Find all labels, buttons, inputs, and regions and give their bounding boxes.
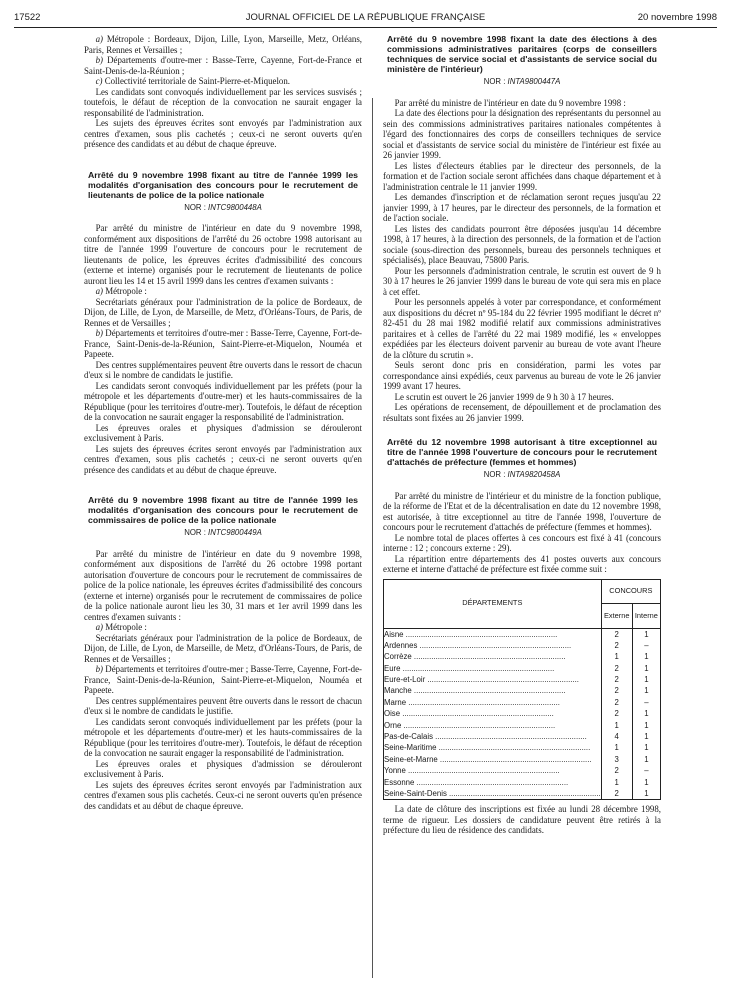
table-cell-dept: Seine-Saint-Denis ..... <box>384 788 601 799</box>
table-cell-dept: Manche ..... <box>384 685 601 696</box>
list-item: c) Collectivité territoriale de Saint-Pierre-et-Miquelon. <box>95 76 291 86</box>
nor-reference: NOR : INTC9800449A <box>184 528 262 537</box>
paragraph: Les sujets des épreuves écrites seront envoyés par l'administration aux centres d'examen sous plis cachetés. Ceux-ci ne seront ouverts qu'en présence des candidats et au début de chaque épreuve. <box>84 779 362 811</box>
table-column-externe <box>601 628 632 800</box>
paragraph: La date de clôture des inscriptions est fixée au lundi 28 décembre 1998, terme de rigueur. Les dossiers de candidature peuvent être retirés à la préfecture du lieu de résidence des candidats. <box>383 804 661 836</box>
left-column <box>84 34 362 982</box>
table-cell-dept: Corrèze ..... <box>384 651 601 662</box>
table-cell-interne: 1 <box>644 788 649 798</box>
paragraph: Par arrêté du ministre de l'intérieur en date du 9 novembre 1998, conformément aux dispositions de l'arrêté du 26 octobre 1998 autorisant au titre de l'année 1999 l'ouverture de concours pour le recrutement de lieutenants de police, les épreuves écrites d'admissibilité des concours (externe et interne) organisés pour le recrutement de lieutenants de police auront lieu les 14 et 15 avril 1999 dans les centres d'examen suivants : <box>84 223 362 286</box>
table-cell-externe: 3 <box>614 754 619 764</box>
table-cell-externe: 1 <box>614 777 619 787</box>
table-cell-interne: 1 <box>644 743 649 753</box>
table-cell-interne: 1 <box>644 777 649 787</box>
table-cell-interne: 1 <box>644 754 649 764</box>
paragraph: La date des élections pour la désignation des représentants du personnel au sein des commissions administratives paritaires nationales compétentes à l'égard des fonctionnaires des corps de conseillers techniques de service social et d'assistants de service social du ministère de l'intérieur est fixée au 26 janvier 1999. <box>383 108 661 160</box>
table-column-interne <box>632 628 660 800</box>
article-title: Arrêté du 9 novembre 1998 fixant la date des élections à des commissions administratives paritaires (corps de conseillers techniques de service social et d'assistants de service social du ministère de l'intérieur) <box>387 34 657 74</box>
paragraph: Les listes des candidats pourront être déposées jusqu'au 14 décembre 1998, à 17 heures, à la direction des personnels, de la formation et de l'action sociale (sous-direction des personnels, bureau des personnels techniques et spécialisés), place Beauvau, 75800 Paris. <box>383 223 661 265</box>
table-cell-externe: 2 <box>614 697 619 707</box>
table-column-departements <box>384 628 602 800</box>
paragraph: Secrétariats généraux pour l'administration de la police de Bordeaux, de Dijon, de Lille, de Lyon, de Marseille, de Metz, d'Orléans-Tours, de Paris, de Rennes et de Versailles ; <box>84 632 362 664</box>
paragraph: Les sujets des épreuves écrites sont envoyés par l'administration aux centres d'examen, sous plis cachetés ; ceux-ci ne seront ouverts qu'en présence des candidats et au début de chaque épreuve. <box>84 118 362 149</box>
paragraph: Le scrutin est ouvert le 26 janvier 1999 de 9 h 30 à 17 heures. <box>394 391 614 402</box>
table-cell-interne: 1 <box>644 663 649 673</box>
list-item: a) Métropole : <box>95 286 147 296</box>
paragraph: Secrétariats généraux pour l'administration de la police de Bordeaux, de Dijon, de Lille, de Lyon, de Marseille, de Metz, d'Orléans-Tours, de Paris, de Rennes et de Versailles ; <box>84 296 362 328</box>
paragraph: Les épreuves orales et physiques d'admission se dérouleront exclusivement à Paris. <box>84 758 362 779</box>
list-item: b) Départements et territoires d'outre-mer : Basse-Terre, Cayenne, Fort-de-France, Saint-Denis-de-la-Réunion, Saint-Pierre-et-Miquelon, Nouméa et Papeete. <box>84 328 362 359</box>
list-item: a) Métropole : <box>95 622 147 632</box>
table-cell-externe: 1 <box>614 743 619 753</box>
article-title: Arrêté du 12 novembre 1998 autorisant à titre exceptionnel au titre de l'année 1998 l'ouverture de concours pour le recrutement d'attachés de préfecture (femmes et hommes) <box>387 437 657 467</box>
table-cell-externe: 2 <box>614 686 619 696</box>
right-column <box>383 34 661 982</box>
table-cell-externe: 4 <box>614 732 619 742</box>
nor-reference: NOR : INTA9820458A <box>483 470 561 479</box>
table-cell-dept: Seine-Maritime ..... <box>384 742 601 753</box>
table-cell-dept: Orne ..... <box>384 720 601 731</box>
nor-reference: NOR : INTA9800447A <box>483 77 561 86</box>
table-cell-interne: 1 <box>644 652 649 662</box>
table-cell-dept: Aisne ..... <box>384 629 601 640</box>
table-cell-externe: 2 <box>614 788 619 798</box>
table-cell-interne: 1 <box>644 686 649 696</box>
table-cell-externe: 2 <box>614 629 619 639</box>
table-cell-interne: 1 <box>644 709 649 719</box>
table-cell-dept: Yonne ..... <box>384 765 601 776</box>
table-cell-dept: Essonne ..... <box>384 777 601 788</box>
paragraph: Pour les personnels appelés à voter par correspondance, et conformément aux dispositions du décret nº 95-184 du 22 février 1995 modifiant le décret nº 82-451 du 28 mai 1982 modifié relatif aux commissions administratives paritaires et à celles de l'arrêté du 22 mai 1989 modifié, les « enveloppes expédiées par les électeurs doivent parvenir au bureau de vote avant l'heure de la clôture du scrutin ». <box>383 297 661 360</box>
list-item: a) Métropole : Bordeaux, Dijon, Lille, Lyon, Marseille, Metz, Orléans, Paris, Rennes et Versailles ; <box>84 34 362 55</box>
paragraph: La répartition entre départements des 41 postes ouverts aux concours externe et interne d'attaché de préfecture est fixée comme suit : <box>383 553 661 574</box>
column-divider <box>372 98 373 978</box>
table-cell-dept: Seine-et-Marne ..... <box>384 754 601 765</box>
table-cell-interne: 1 <box>644 732 649 742</box>
paragraph: Les listes d'électeurs établies par le directeur des personnels, de la formation et de l'action sociale seront affichées dans chaque département et à l'administration centrale le 11 janvier 1999. <box>383 160 661 192</box>
page-number: 17522 <box>14 12 41 23</box>
table-cell-externe: 2 <box>614 709 619 719</box>
table-header-concours: CONCOURS <box>601 579 660 604</box>
article-title: Arrêté du 9 novembre 1998 fixant au titre de l'année 1999 les modalités d'organisation des concours pour le recrutement de commissaires de police de la police nationale <box>88 495 358 525</box>
table-cell-dept: Oise ..... <box>384 708 601 719</box>
paragraph: Les épreuves orales et physiques d'admission se dérouleront exclusivement à Paris. <box>84 422 362 443</box>
table-cell-dept: Pas-de-Calais ..... <box>384 731 601 742</box>
table-cell-interne: – <box>644 640 649 650</box>
table-cell-externe: 1 <box>614 720 619 730</box>
table-cell-externe: 2 <box>614 766 619 776</box>
table-cell-interne: 1 <box>644 629 649 639</box>
paragraph: Les candidats seront convoqués individuellement par les préfets (pour la métropole et les départements d'outre-mer) et les hauts-commissaires de la République (pour les territoires d'outre-mer). Toutefois, le défaut de réception de la convocation ne saurait engager la responsabilité de l'administration. <box>84 716 362 758</box>
paragraph: Seuls seront donc pris en considération, parmi les votes par correspondance ainsi expédiés, ceux parvenus au bureau de vote le 26 janvier 1999 avant 17 heures. <box>383 360 661 391</box>
paragraph: Par arrêté du ministre de l'intérieur et du ministre de la fonction publique, de la réforme de l'Etat et de la décentralisation en date du 12 novembre 1998, est autorisée, à titre exceptionnel au titre de l'année 1998, l'ouverture de concours pour le recrutement d'attachés de préfecture (femmes et hommes). <box>383 490 661 532</box>
table-cell-dept: Eure-et-Loir ..... <box>384 674 601 685</box>
table-header-departements: DÉPARTEMENTS <box>384 579 602 628</box>
paragraph: Par arrêté du ministre de l'intérieur en date du 9 novembre 1998 : <box>394 97 626 108</box>
paragraph: Pour les personnels d'administration centrale, le scrutin est ouvert de 9 h 30 à 17 heures le 26 janvier 1999 dans le bureau de vote qui sera mis en place à cet effet. <box>383 265 661 297</box>
issue-date: 20 novembre 1998 <box>637 12 717 23</box>
list-item: b) Départements et territoires d'outre-mer ; Basse-Terre, Cayenne, Fort-de-France, Saint-Denis-de-la-Réunion, Saint-Pierre-et-Miquelon, Nouméa et Papeete. <box>84 664 362 695</box>
page-header <box>14 10 717 26</box>
table-cell-dept: Ardennes ..... <box>384 640 601 651</box>
paragraph: Les candidats seront convoqués individuellement par les préfets (pour la métropole et les départements d'outre-mer) et les hauts-commissaires de la République (pour les territoires d'outre-mer). Toutefois, le défaut de réception de la convocation ne saurait engager la responsabilité de l'administration. <box>84 380 362 422</box>
table-cell-interne: 1 <box>644 720 649 730</box>
paragraph: Les candidats sont convoqués individuellement par les services susvisés ; toutefois, le défaut de réception de la convocation ne saurait engager la responsabilité de l'administration. <box>84 86 362 118</box>
departements-table <box>383 579 661 801</box>
table-cell-interne: – <box>644 766 649 776</box>
paragraph: Les opérations de recensement, de dépouillement et de proclamation des résultats sont fixées au 26 janvier 1999. <box>383 402 661 423</box>
table-header-interne: Interne <box>632 604 660 629</box>
table-cell-dept: Eure ..... <box>384 663 601 674</box>
table-cell-dept: Marne ..... <box>384 697 601 708</box>
table-cell-externe: 2 <box>614 640 619 650</box>
table-cell-externe: 2 <box>614 675 619 685</box>
nor-reference: NOR : INTC9800448A <box>184 202 262 212</box>
table-cell-interne: – <box>644 697 649 707</box>
paragraph: Le nombre total de places offertes à ces concours est fixé à 41 (concours interne : 12 ; concours externe : 29). <box>383 532 661 553</box>
paragraph: Des centres supplémentaires peuvent être ouverts dans le ressort de chacun d'eux si le nombre de candidats le justifie. <box>84 359 362 380</box>
table-cell-interne: 1 <box>644 675 649 685</box>
paragraph: Les demandes d'inscription et de réclamation seront reçues jusqu'au 22 janvier 1999, à 17 heures, par le directeur des personnels, de la formation et de l'action sociale. <box>383 192 661 223</box>
paragraph: Par arrêté du ministre de l'intérieur en date du 9 novembre 1998, conformément aux dispositions de l'arrêté du 26 octobre 1998 portant autorisation d'ouverture de concours pour le recrutement de commissaires de police de la police nationale, les épreuves écrites d'admissibilité des concours (externe et interne) organisés pour le recrutement de commissaires de police de la police nationale auront lieu les 30, 31 mars et 1er avril 1999 dans les centres d'examen suivants : <box>84 548 362 622</box>
list-item: b) Départements d'outre-mer : Basse-Terre, Cayenne, Fort-de-France et Saint-Denis-de-la-Réunion ; <box>84 55 362 76</box>
table-cell-externe: 1 <box>614 652 619 662</box>
table-header-externe: Externe <box>601 604 632 629</box>
header-rule <box>14 27 717 28</box>
paragraph: Des centres supplémentaires peuvent être ouverts dans le ressort de chacun d'eux si le nombre de candidats le justifie. <box>84 695 362 716</box>
journal-title: JOURNAL OFFICIEL DE LA RÉPUBLIQUE FRANÇAISE <box>245 12 486 23</box>
article-title: Arrêté du 9 novembre 1998 fixant au titre de l'année 1999 les modalités d'organisation des concours pour le recrutement de lieutenants de police de la police nationale <box>88 169 358 200</box>
paragraph: Les sujets des épreuves écrites seront envoyés par l'administration aux centres d'examen, sous plis cachetés ; ceux-ci ne seront ouverts qu'en présence des candidats et au début de chaque épreuve. <box>84 443 362 475</box>
table-cell-externe: 2 <box>614 663 619 673</box>
